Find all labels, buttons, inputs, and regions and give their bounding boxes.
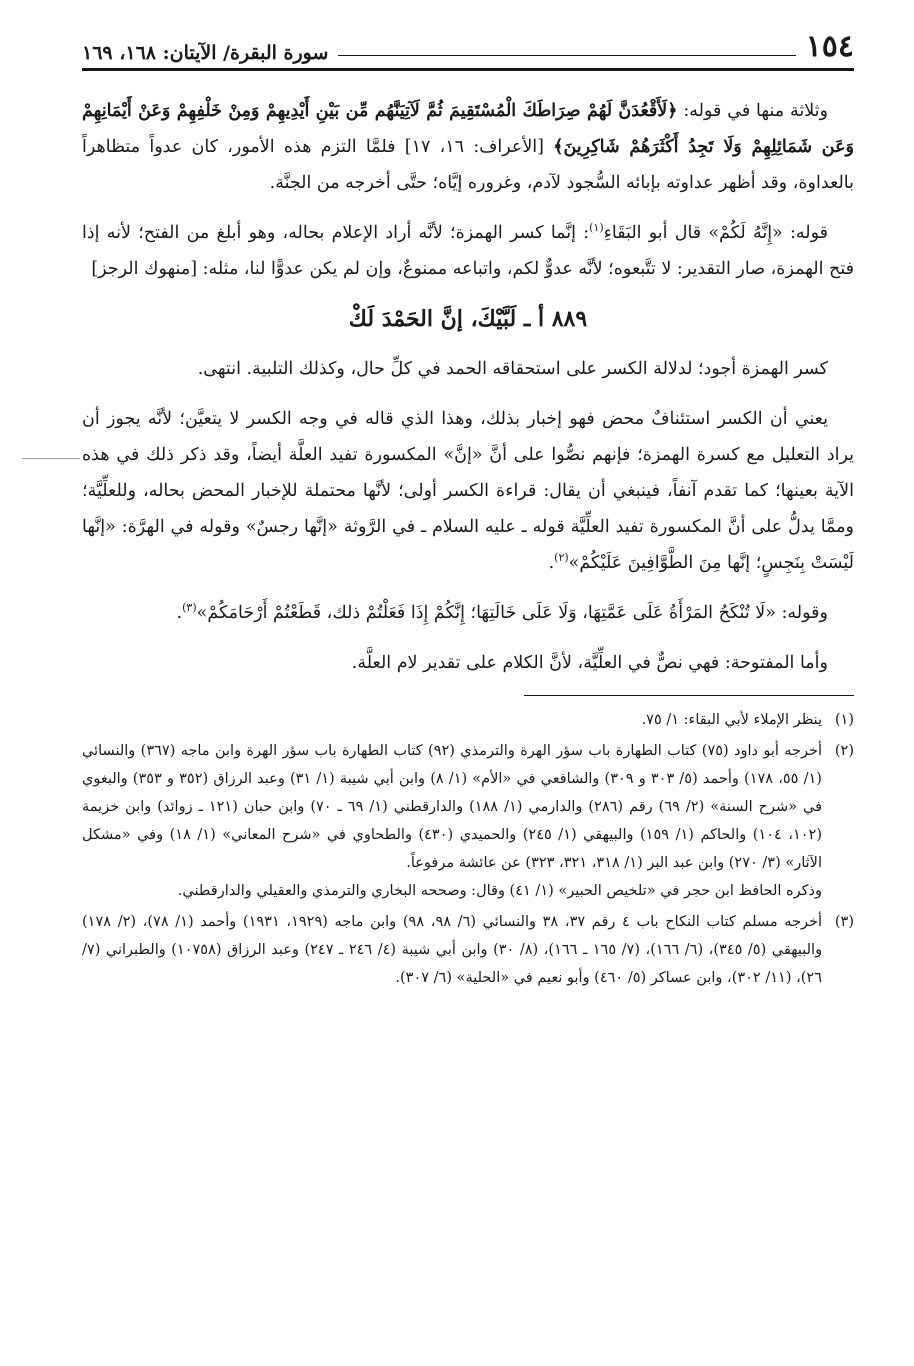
text-run: وثلاثة منها في قوله: [677,101,828,121]
footnote-number: (٣) [834,914,854,930]
footnote [82,908,854,992]
footnote-line: أخرجه مسلم كتاب النكاح باب ٤ رقم ٣٧، ٣٨ والنسائي (٦/ ٩٨، ٩٨) وابن ماجه (١٩٢٩، ١٩٣١) وأحمد (١/ ٧٨)، (٢/ ١٧٨) والبيهقي (٥/ ٣٤٥)، (٦/ ١٦٦)، (٧/ ١٦٥ ـ ١٦٦)، (٨/ ٣٠) وابن أبي شيبة (٤/ ٢٤٦ ـ ٢٤٧) وعبد الرزاق (١٠٧٥٨) والطبراني (٧/ ٢٦)، (١١/ ٣٠٢)، وابن عساكر (٥/ ٤٦٠) وأبو نعيم في «الحلية» (٦/ ٣٠٧). [82,914,823,986]
book-page [82,22,854,995]
footnote-line: وذكره الحافظ ابن حجر في «تلخيص الحبير» (١/ ٤١) وقال: وصححه البخاري والترمذي والعقيلي والدارقطني. [177,883,822,899]
paragraph [82,401,854,581]
footnote [82,706,854,734]
paragraph [82,215,854,287]
footnote [82,737,854,905]
text-run: : إنَّما كسر الهمزة؛ لأنَّه أراد الإعلام بحاله، وهو أبلغ من الفتح؛ لأنه إذا فتح الهمزة، صار التقدير: لا تتَّبعوه؛ لأنَّه عدوٌّ لكم، واتباعه ممنوعٌ، وإن لم يكن عدوًّا لنا، مثله: [منهوك الرجز] [82,223,854,279]
text-run: [الأعراف: ١٦، ١٧] فلمَّا التزم هذه الأمور، كان عدواً متظاهراً بالعداوة، وقد أظهر عداوته بإبائه السُّجود لآدم، وغروره إيَّاه؛ حتَّى أخرجه من الجنَّة. [82,137,854,193]
footnote-ref: (٢) [554,551,569,565]
text-run: . [548,553,555,573]
paragraph [82,93,854,201]
paragraph [82,595,854,631]
footnote-separator [524,695,854,696]
footnote-text [82,908,822,992]
footnote-ref: (٣) [182,601,197,615]
paragraph: وأما المفتوحة: فهي نصٌّ في العلِّيَّة، لأنَّ الكلام على تقدير لام العلَّة. [351,653,828,673]
running-title: سورة البقرة/ الآيتان: ١٦٨، ١٦٩ [82,42,329,64]
text-run: . [176,603,183,623]
text-run: قوله: «إِنَّهُ لَكُمْ» قال أبو البَقَاءِ [603,223,829,243]
footnote-text [82,737,822,905]
text-run: يعني أن الكسر استئنافٌ محض فهو إخبار بذلك، وهذا الذي قاله في وجه الكسر لا يتعيَّن؛ لأنَّه يجوز أن يراد التعليل مع كسرة الهمزة؛ فإنهم نصُّوا على أنَّ «إنَّ» المكسورة تفيد العلَّة أيضاً، وقد ذكر ذلك في هذه الآية بعينها؛ كما تقدم آنفاً، فينبغي أن يقال: قراءة الكسر أولى؛ لأنَّها محتملة للإخبار المحض بحاله، وللعلِّيَّة؛ وممَّا يدلُّ على أنَّ المكسورة تفيد العلِّيَّة قوله ـ عليه السلام ـ في الرَّوثة «إنَّها رجسٌ» وقوله في الهرَّة: «إنَّها لَيْسَتْ بِنَجِسٍ؛ إنَّها مِنَ الطَّوَّافِينَ عَلَيْكُمْ» [82,409,854,573]
footnote-line: ينظر الإملاء لأبي البقاء: ١/ ٧٥. [641,712,822,728]
quran-quote: ﴿لَأَقْعُدَنَّ لَهُمْ صِرَاطَكَ الْمُسْتَقِيمَ ثُمَّ لَآتِيَنَّهُم مِّن بَيْنِ أَيْدِيهِمْ وَمِنْ خَلْفِهِمْ وَعَنْ أَيْمَانِهِمْ وَعَن شَمَائِلِهِمْ وَلَا تَجِدُ أَكْثَرَهُمْ شَاكِرِينَ﴾ [82,101,854,157]
footnote-line: أخرجه أبو داود (٧٥) كتاب الطهارة باب سؤر الهرة والترمذي (٩٢) كتاب الطهارة باب سؤر الهرة وابن ماجه (٣٦٧) والنسائي (١/ ٥٥، ١٧٨) وأحمد (٥/ ٣٠٣ و ٣٠٩) والشافعي في «الأم» (١/ ٨) وابن أبي شيبة (١/ ٣١) وعبد الرزاق (٣٥٢ و ٣٥٣) والبغوي في «شرح السنة» (٢/ ٦٩) رقم (٢٨٦) والدارمي (١/ ١٨٨) والدارقطني (١/ ٦٩ ـ ٧٠) وابن حبان (١٢١ ـ زوائد) وابن خزيمة (١٠٢، ١٠٤) والحاكم (١/ ١٥٩) والبيهقي (١/ ٢٤٥) والحميدي (٤٣٠) والطحاوي في «شرح المعاني» (١/ ١٨) وفي «مشكل الآثار» (٣/ ٢٧٠) وابن عبد البر (١/ ٣١٨، ٣٢١، ٣٢٣) عن عائشة مرفوعاً. [82,743,823,871]
page-header [82,22,854,71]
paragraph: كسر الهمزة أجود؛ لدلالة الكسر على استحقاقه الحمد في كلِّ حال، وكذلك التلبية. انتهى. [197,359,828,379]
page-number: ١٥٤ [805,29,854,64]
footnote-text [82,706,822,734]
poetry-verse: ٨٨٩ أ ـ لَبَّيْكَ، إنَّ الحَمْدَ لَكْ [348,306,588,332]
footnotes [82,706,854,992]
footnote-ref: (١) [589,221,604,235]
text-run: وقوله: «لَا تُنْكَحُ المَرْأَةُ عَلَى عَمَّتِهَا، وَلَا عَلَى خَالَتِهَا؛ إِنَّكُمْ إِذَا فَعَلْتُمْ ذلك، قَطَعْتُمْ أَرْحَامَكُمْ» [196,603,828,623]
main-text [82,93,854,681]
margin-mark-line [22,458,80,459]
header-rule [338,55,795,56]
footnote-number: (٢) [834,743,854,759]
footnote-number: (١) [834,712,854,728]
